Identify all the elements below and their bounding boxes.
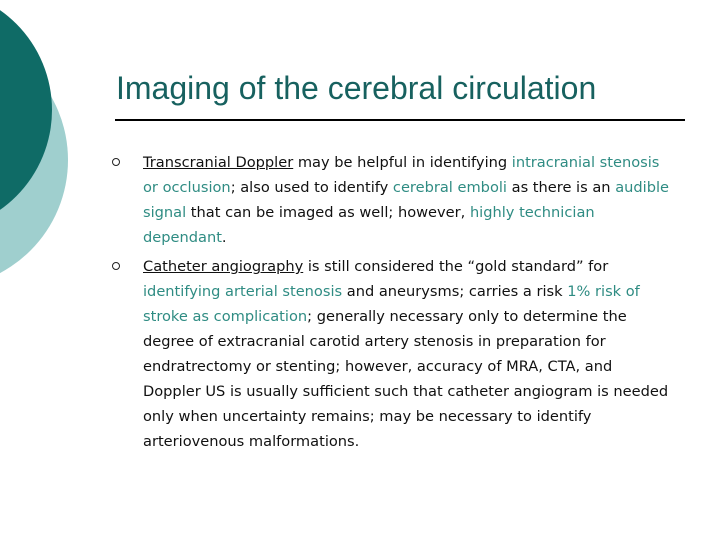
bullet-item [112, 150, 672, 250]
hollow-circle-bullet-icon [112, 158, 120, 166]
highlight-text: 1% risk of stroke as complication [143, 283, 640, 325]
term-transcranial-doppler: Transcranial Doppler [143, 154, 294, 171]
decorative-circles [0, 0, 120, 300]
bullet-text: may be helpful in identifying [293, 154, 512, 171]
highlight-text: cerebral emboli [392, 179, 507, 196]
bullet-text: that can be imaged as well; however, [186, 204, 470, 221]
bullet-item [112, 254, 672, 454]
highlight-text: identifying arterial stenosis [143, 283, 343, 300]
bullet-text: ; also used to identify [230, 179, 393, 196]
bullet-text: . [221, 229, 227, 246]
title-divider [115, 119, 685, 121]
term-catheter-angiography: Catheter angiography [143, 258, 304, 275]
bullet-text: is still considered the “gold standard” for [303, 258, 609, 275]
bullet-text: and aneurysms; carries a risk [342, 283, 568, 300]
highlight-text: highly technician dependant [143, 204, 595, 246]
slide-title: Imaging of the cerebral circulation [116, 70, 597, 106]
bullet-text: ; generally necessary only to determine the degree of extracranial carotid artery stenosis in preparation for endratrectomy or stenting; however, accuracy of MRA, CTA, and Doppler US is usually sufficient such that catheter angiogram is needed only when uncertainty remains; may be necessary to identify arteriovenous malformations. [143, 308, 669, 450]
bullet-list [112, 150, 672, 458]
highlight-text: audible signal [143, 179, 669, 221]
hollow-circle-bullet-icon [112, 262, 120, 270]
bullet-text: as there is an [506, 179, 616, 196]
highlight-text: intracranial stenosis or occlusion [143, 154, 660, 196]
